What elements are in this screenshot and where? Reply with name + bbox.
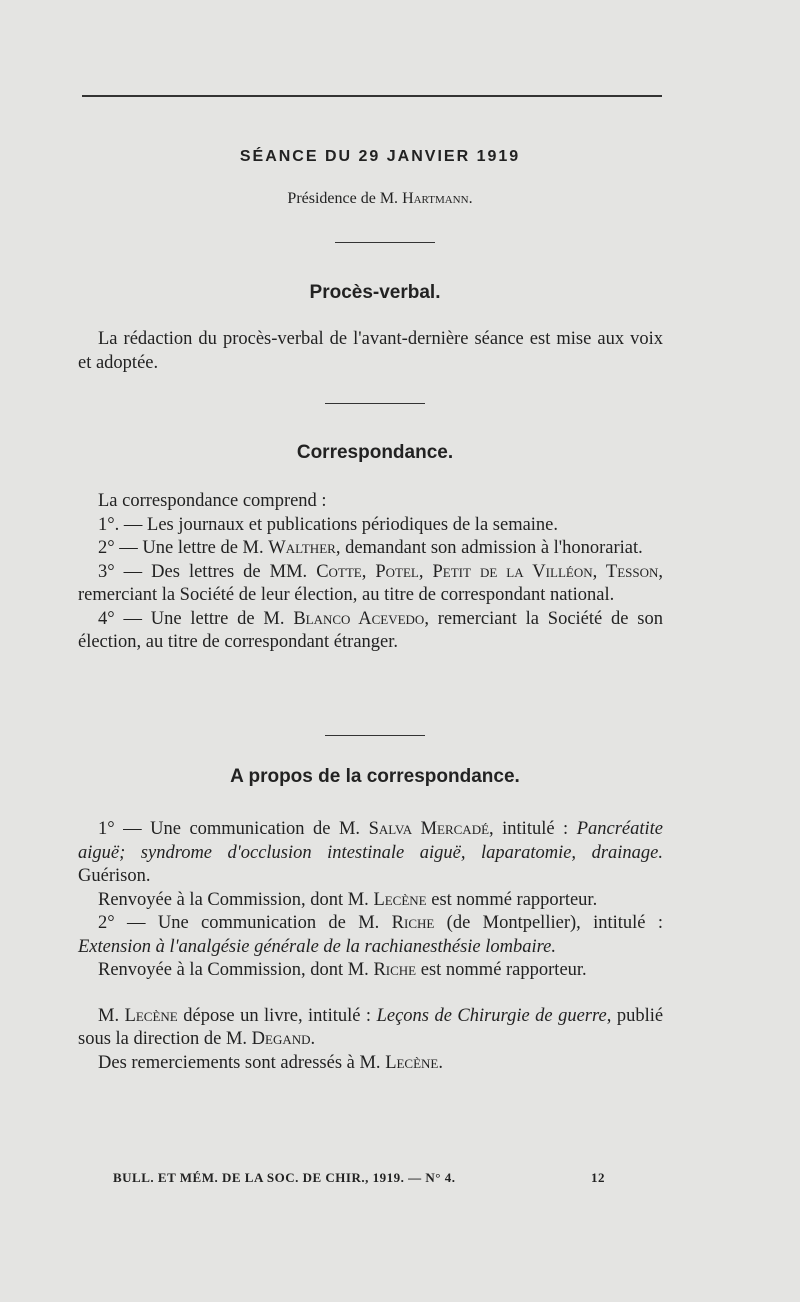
degand-name: Degand [251, 1029, 311, 1049]
item4-prefix: 4° — Une lettre de M. [98, 608, 285, 629]
item2-suffix: , demandant son admission à l'honorariat. [335, 538, 643, 558]
item3-suffix: , remerciant la Société de leur élection, au titre de correspondant national. [78, 561, 664, 605]
proces-verbal-text [78, 328, 663, 375]
livre-prefix: M. [98, 1005, 120, 1026]
c1-result: Guérison. [78, 866, 151, 886]
communication-1 [78, 818, 663, 889]
proces-verbal-heading: Procès-verbal. [309, 282, 441, 303]
presidence-prefix: Présidence de M. [287, 190, 399, 207]
riche-name: Riche [391, 913, 435, 933]
c2-title: Extension à l'analgésie générale de la rachianesthésie lombaire. [78, 936, 557, 957]
separator [335, 242, 435, 243]
lecene-name: Lecène [373, 889, 427, 910]
c1-title: Pancréatite aiguë; syndrome d'occlusion intestinale aiguë, laparatomie, drainage. [78, 819, 664, 863]
footer [113, 1170, 613, 1186]
c2-renvoi-prefix: Renvoyée à la Commission, dont M. [98, 960, 369, 980]
a-propos-body [78, 818, 663, 1075]
correspondance-intro: La correspondance comprend : [98, 491, 327, 511]
item2-prefix: 2° — Une lettre de M. [98, 538, 264, 558]
lecene-name: Lecène [124, 1005, 178, 1026]
communication-1-renvoi [78, 889, 663, 913]
correspondance-body [78, 490, 663, 655]
c1-prefix: 1° — Une communication de M. [98, 819, 361, 839]
livre-direction: , publié sous la direction de M. [78, 1005, 664, 1049]
correspondance-item-1: 1°. — Les journaux et publications périodiques de la semaine. [98, 514, 559, 535]
salva-mercade-name: Salva Mercadé [368, 819, 490, 839]
president-name: Hartmann. [402, 190, 473, 207]
separator [325, 403, 425, 404]
correspondance-item-2 [78, 537, 663, 561]
a-propos-heading: A propos de la correspondance. [230, 766, 520, 787]
top-rule [82, 95, 662, 97]
livre-end: . [310, 1029, 316, 1049]
c1-renvoi-suffix: est nommé rapporteur. [431, 889, 598, 910]
communication-2 [78, 912, 663, 959]
communication-2-renvoi [78, 959, 663, 983]
c1-intitule: , intitulé : [489, 819, 569, 839]
remerc-end: . [438, 1052, 443, 1073]
livre-paragraph [78, 1005, 663, 1052]
livre-depose: dépose un livre, intitulé : [183, 1005, 372, 1026]
c1-renvoi-prefix: Renvoyée à la Commission, dont M. [98, 889, 369, 910]
presidence-line [0, 190, 760, 208]
c2-renvoi-suffix: est nommé rapporteur. [420, 960, 587, 980]
proces-verbal-paragraph: La rédaction du procès-verbal de l'avant-dernière séance est mise aux voix et adoptée. [78, 329, 663, 373]
correspondance-item-4 [78, 608, 663, 655]
item3-names: Cotte, Potel, Petit de la Villéon, Tesson [316, 561, 659, 582]
lecene-name: Lecène [385, 1052, 439, 1073]
riche-name: Riche [373, 960, 417, 980]
page-number: 12 [591, 1170, 605, 1185]
walther-name: Walther [268, 538, 336, 558]
blanco-acevedo-name: Blanco Acevedo [293, 608, 425, 629]
item3-prefix: 3° — Des lettres de MM. [98, 561, 308, 582]
item4-suffix: , remerciant la Société de son élection, au titre de correspondant étranger. [78, 608, 663, 652]
remerciements [78, 1052, 663, 1076]
remerc-prefix: Des remerciements sont adressés à M. [98, 1052, 381, 1073]
separator [325, 735, 425, 736]
seance-title: SÉANCE DU 29 JANVIER 1919 [239, 148, 521, 165]
footer-citation: BULL. ET MÉM. DE LA SOC. DE CHIR., 1919. — N° 4. [113, 1170, 456, 1185]
c2-prefix: 2° — Une communication de M. [98, 913, 380, 933]
c2-intitule: (de Montpellier), intitulé : [446, 913, 663, 933]
correspondance-heading: Correspondance. [296, 442, 454, 463]
livre-title: Leçons de Chirurgie de guerre [376, 1005, 607, 1026]
correspondance-item-3 [78, 561, 663, 608]
